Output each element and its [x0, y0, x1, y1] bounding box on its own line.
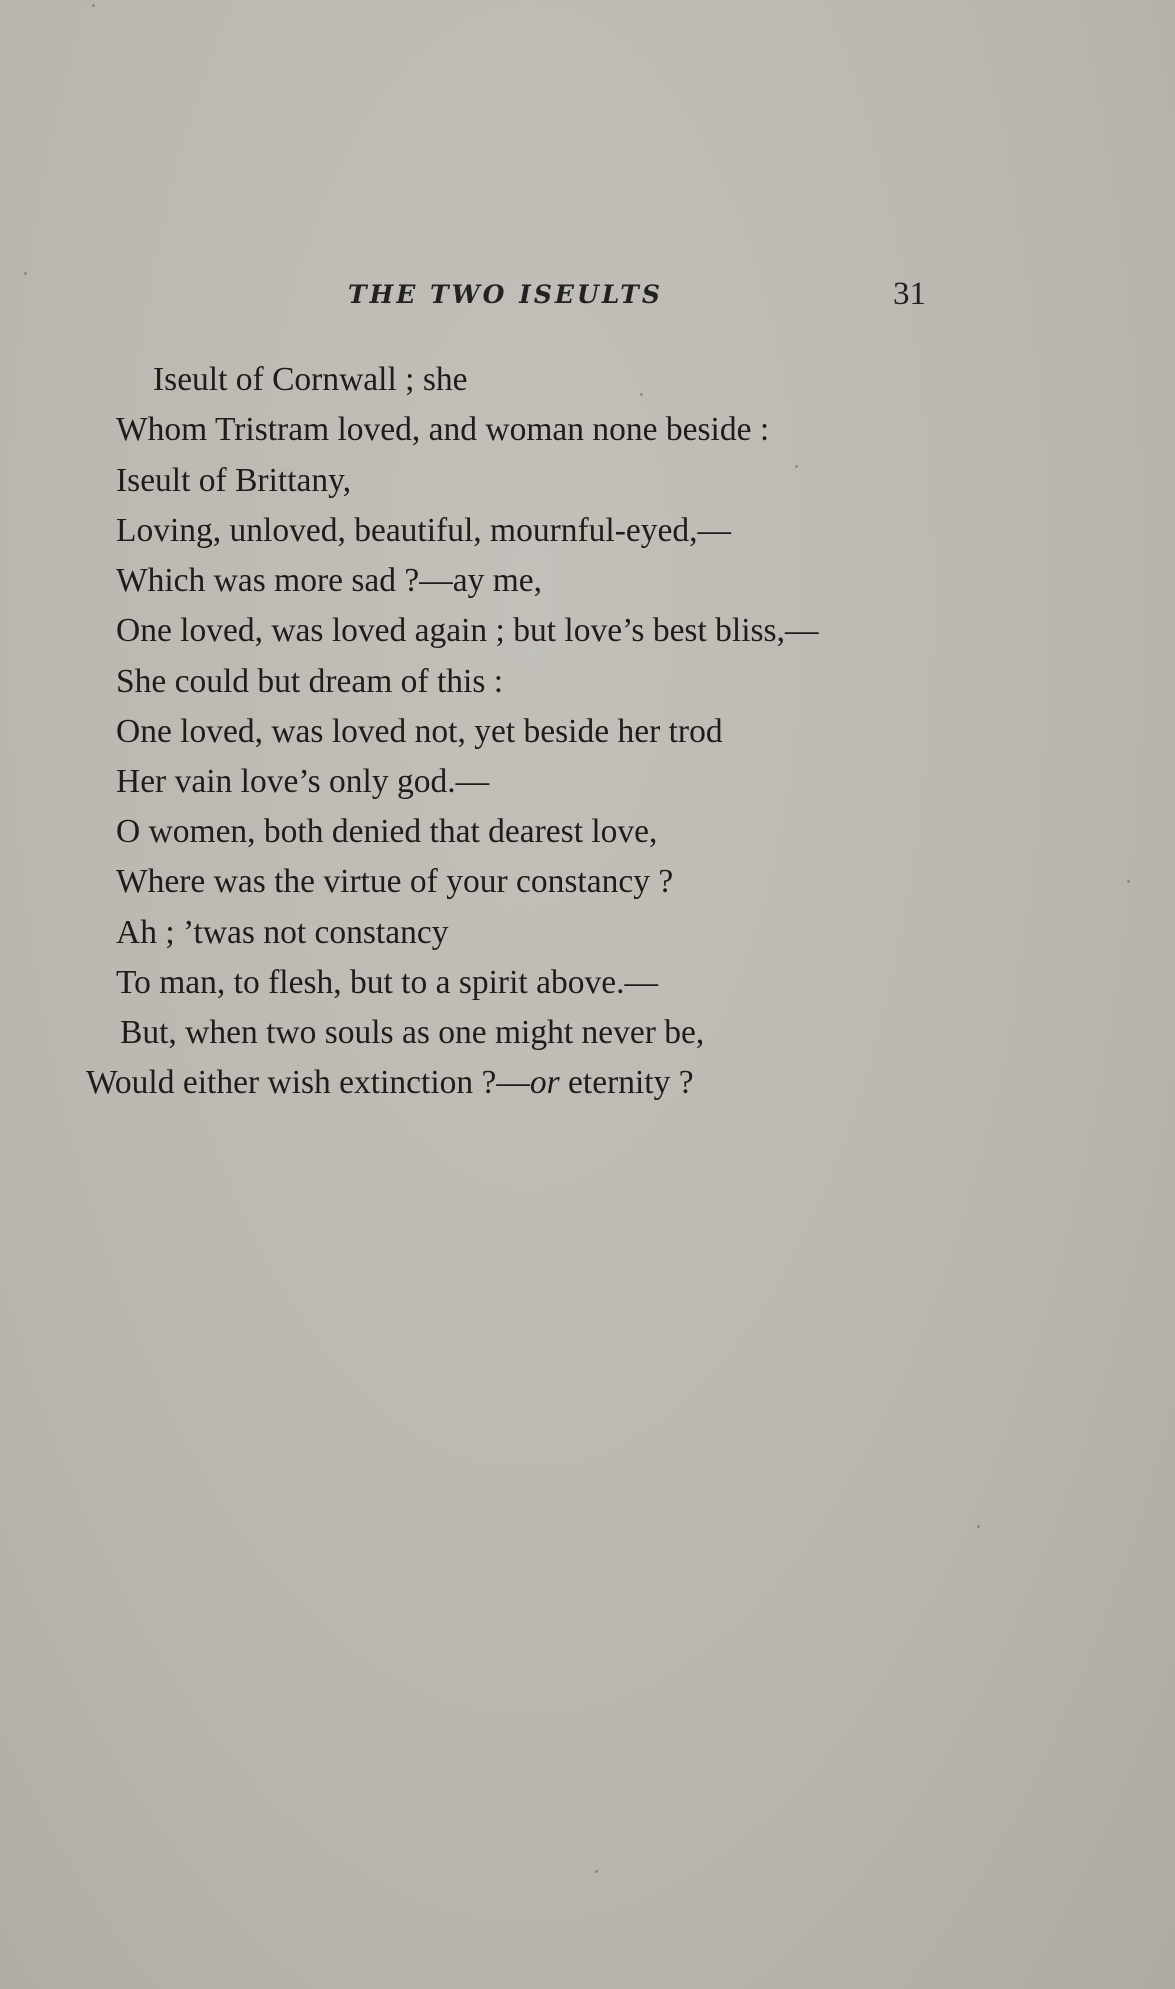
- paper-speck: [1127, 880, 1130, 883]
- poem-line: O women, both denied that dearest love,: [116, 813, 658, 850]
- last-line-before: Would either wish extinction ?—: [86, 1064, 530, 1101]
- poem-line: One loved, was loved again ; but love’s best bliss,—: [116, 612, 819, 649]
- poem-line: She could but dream of this :: [116, 663, 504, 700]
- paper-speck: [795, 465, 798, 468]
- paper-speck: [92, 4, 95, 7]
- paper-speck: [640, 393, 643, 396]
- poem-line: Iseult of Brittany,: [116, 462, 352, 499]
- running-head: [0, 276, 1175, 320]
- running-title: THE TWO ISEULTS: [348, 280, 663, 309]
- poem-line: Ah ; ’twas not constancy: [116, 914, 449, 951]
- poem-line: Where was the virtue of your constancy ?: [116, 863, 674, 900]
- poem-line: Iseult of Cornwall ; she: [153, 361, 468, 398]
- poem-line: One loved, was loved not, yet beside her trod: [116, 713, 723, 750]
- last-line-after: eternity ?: [559, 1064, 694, 1101]
- paper-speck: [24, 272, 27, 275]
- paper-speck: [595, 1870, 598, 1873]
- poem-line: Her vain love’s only god.—: [116, 763, 490, 800]
- poem-line: Which was more sad ?—ay me,: [116, 562, 543, 599]
- last-line-italic: or: [529, 1064, 560, 1101]
- poem-line: To man, to flesh, but to a spirit above.—: [116, 964, 658, 1001]
- paper-speck: [977, 1525, 980, 1528]
- poem-line: But, when two souls as one might never be,: [120, 1014, 705, 1051]
- page-number: 31: [893, 276, 926, 312]
- poem-line: Whom Tristram loved, and woman none beside :: [116, 411, 770, 448]
- poem-line-last: [86, 1063, 694, 1103]
- poem-line: Loving, unloved, beautiful, mournful-eyed,—: [116, 512, 731, 549]
